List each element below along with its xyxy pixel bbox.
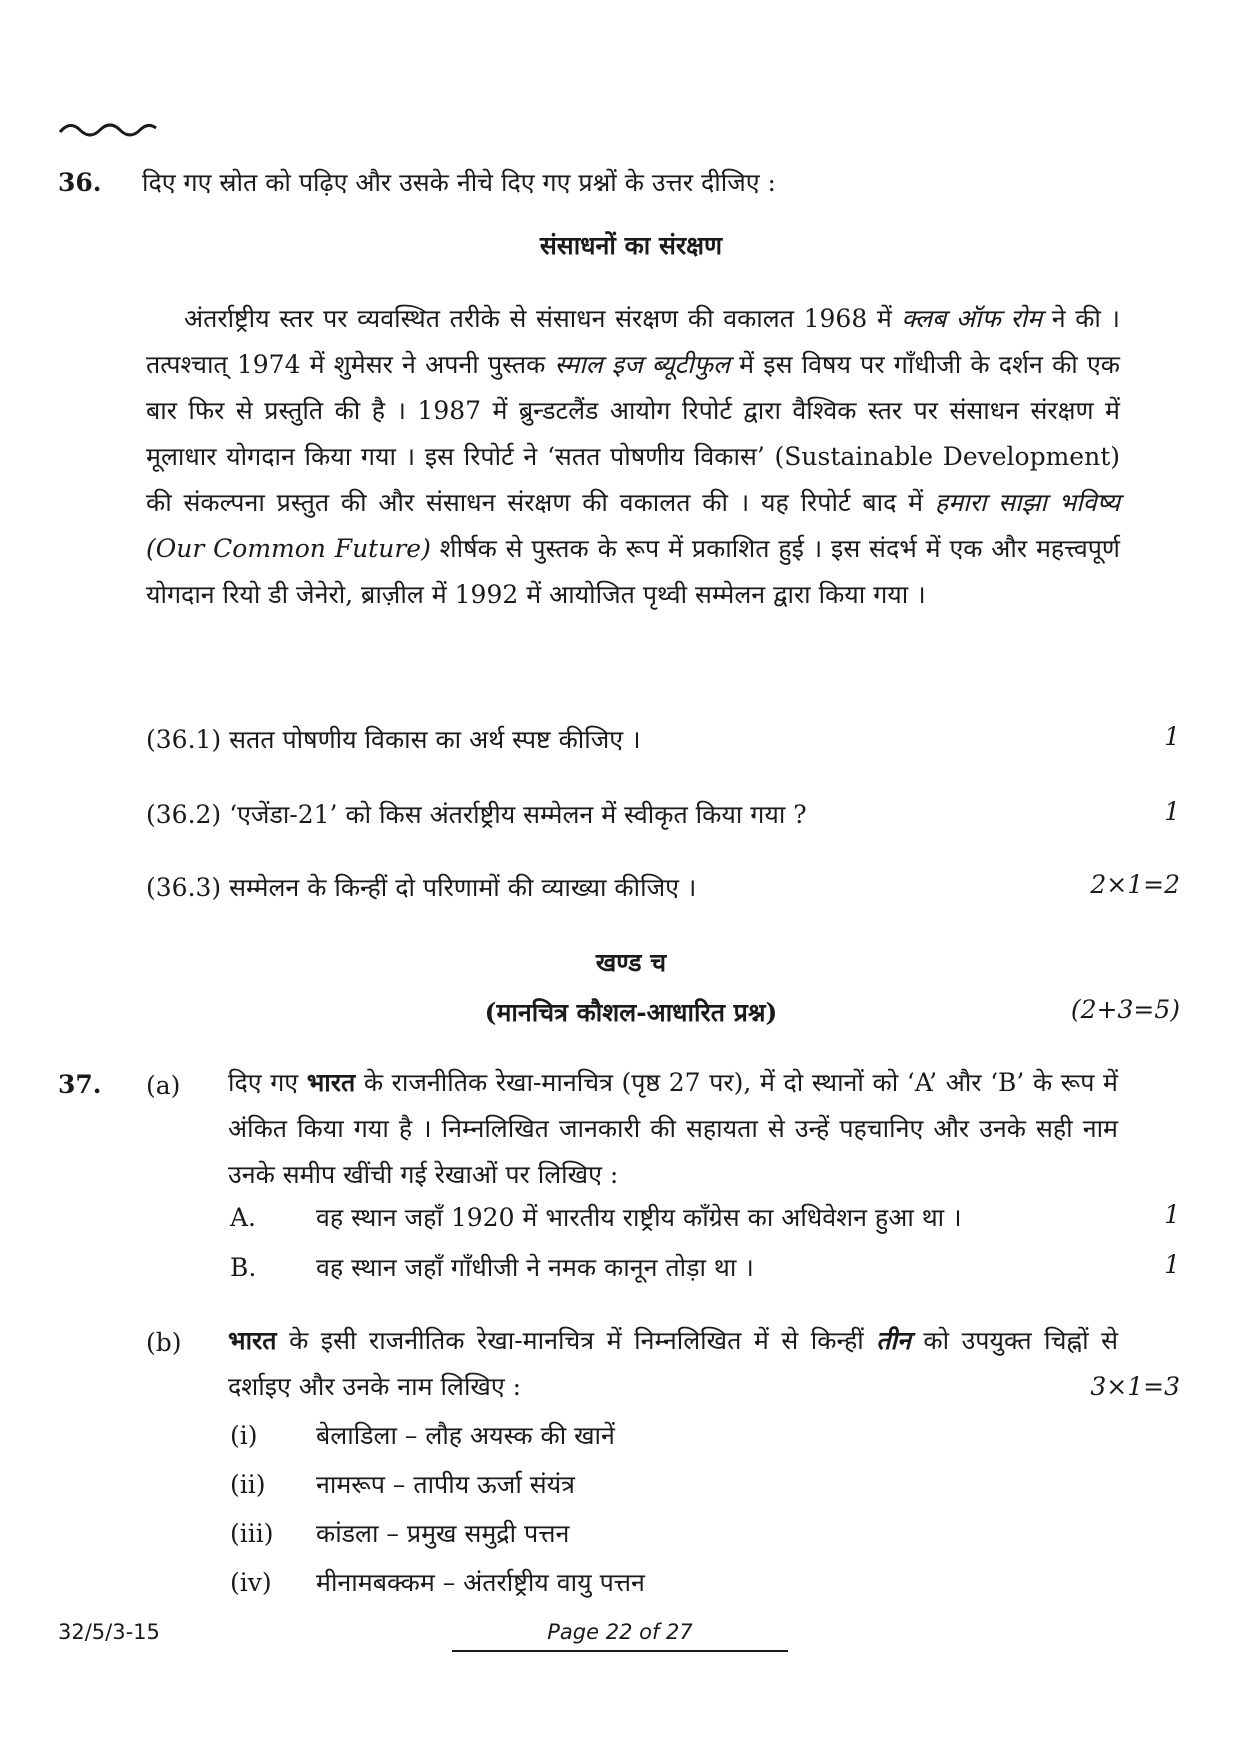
list-item-label: (iv) [230, 1568, 272, 1597]
passage-heading: संसाधनों का संरक्षण [539, 231, 723, 260]
part-label: (a) [146, 1071, 181, 1100]
list-item-text: कांडला – प्रमुख समुद्री पत्तन [316, 1519, 570, 1548]
subquestion-36-3: (36.3) सम्मेलन के किन्हीं दो परिणामों की व्याख्या कीजिए । [146, 873, 697, 902]
marks-36-1: 1 [1164, 722, 1180, 751]
source-passage: अंतर्राष्ट्रीय स्तर पर व्यवस्थित तरीके से संसाधन संरक्षण की वकालत 1968 में क्लब ऑफ रोम ने की । तत्पश्चात् 1974 में शुमेसर ने अपनी पुस्तक स्माल इज ब्यूटीफुल में इस विषय पर गाँधीजी के दर्शन की एक बार फिर से प्रस्तुति की है । 1987 में ब्रुन्डटलैंड आयोग रिपोर्ट द्वारा वैश्विक स्तर पर संसाधन संरक्षण में मूलाधार योगदान किया गया । इस रिपोर्ट ने ‘सतत पोषणीय विकास’ (Sustainable Development) की संकल्पना प्रस्तुत की और संसाधन संरक्षण की वकालत की । यह रिपोर्ट बाद में हमारा साझा भविष्य (Our Common Future) शीर्षक से पुस्तक के रूप में प्रकाशित हुई । इस संदर्भ में एक और महत्त्वपूर्ण योगदान रियो डी जेनेरो, ब्राज़ील में 1992 में आयोजित पृथ्वी सम्मेलन द्वारा किया गया । [146, 304, 1121, 609]
marks-37-a-A: 1 [1164, 1200, 1180, 1229]
subquestion-36-2: (36.2) ‘एजेंडा-21’ को किस अंतर्राष्ट्रीय सम्मेलन में स्वीकृत किया गया ? [146, 800, 807, 829]
question-instruction: दिए गए स्रोत को पढ़िए और उसके नीचे दिए गए प्रश्नों के उत्तर दीजिए : [142, 168, 776, 197]
part-b-text: भारत के इसी राजनीतिक रेखा-मानचित्र में निम्नलिखित में से किन्हीं तीन को उपयुक्त चिह्नों से दर्शाइए और उनके नाम लिखिए : [228, 1326, 1118, 1401]
marks-37-a-B: 1 [1164, 1250, 1180, 1279]
question-number: 36. [58, 168, 102, 197]
section-title: खण्ड च [595, 948, 667, 977]
question-number: 37. [58, 1070, 102, 1099]
marks-36-2: 1 [1164, 797, 1180, 826]
page-number: Page 22 of 27 [547, 1620, 693, 1644]
list-item-label: (iii) [230, 1519, 274, 1548]
list-item-label: (ii) [230, 1470, 266, 1499]
wavy-mark-icon [58, 118, 158, 142]
list-item-label: (i) [230, 1421, 258, 1450]
section-marks: (2+3=5) [1070, 995, 1180, 1024]
item-label: A. [230, 1203, 257, 1232]
list-item-text: बेलाडिला – लौह अयस्क की खानें [316, 1421, 615, 1450]
item-a-text: वह स्थान जहाँ 1920 में भारतीय राष्ट्रीय काँग्रेस का अधिवेशन हुआ था । [316, 1203, 962, 1232]
list-item-text: मीनामबक्कम – अंतर्राष्ट्रीय वायु पत्तन [316, 1568, 645, 1597]
footer-rule [452, 1650, 788, 1652]
part-a-text: दिए गए भारत के राजनीतिक रेखा-मानचित्र (पृष्ठ 27 पर), में दो स्थानों को ‘A’ और ‘B’ के रूप में अंकित किया गया है । निम्नलिखित जानकारी की सहायता से उन्हें पहचानिए और उनके सही नाम उनके समीप खींची गई रेखाओं पर लिखिए : [228, 1068, 1118, 1189]
list-item-text: नामरूप – तापीय ऊर्जा संयंत्र [316, 1470, 575, 1499]
subquestion-36-1: (36.1) सतत पोषणीय विकास का अर्थ स्पष्ट कीजिए । [146, 725, 641, 754]
marks-37-b: 3×1=3 [1090, 1372, 1180, 1401]
marks-36-3: 2×1=2 [1090, 870, 1180, 899]
item-b-text: वह स्थान जहाँ गाँधीजी ने नमक कानून तोड़ा था । [316, 1253, 754, 1282]
paper-code: 32/5/3-15 [58, 1620, 160, 1644]
section-subtitle: (मानचित्र कौशल-आधारित प्रश्न) [484, 998, 778, 1027]
part-label: (b) [146, 1328, 182, 1357]
item-label: B. [230, 1253, 257, 1282]
